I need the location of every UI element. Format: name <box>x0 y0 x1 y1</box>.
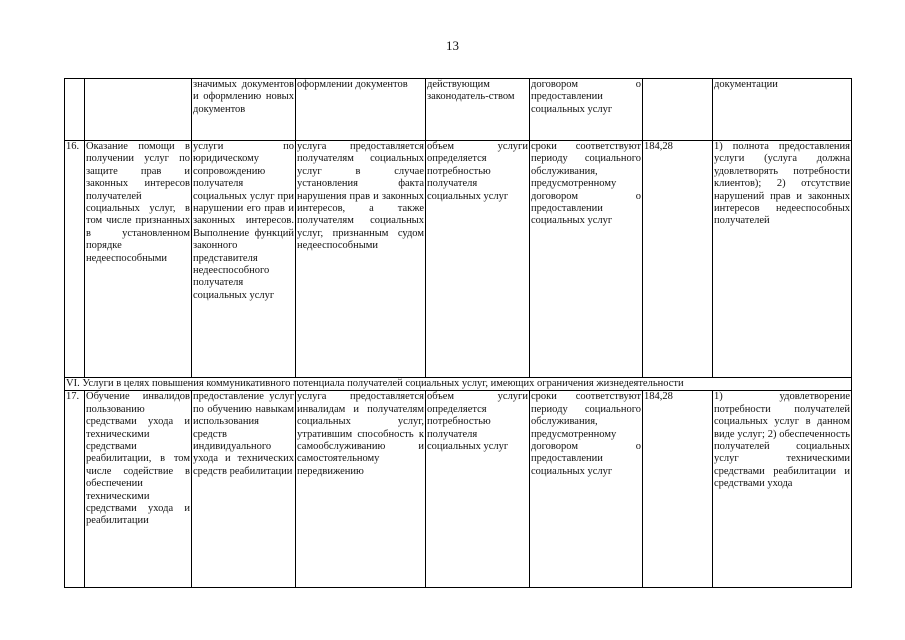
quality-indicators-cell: документации <box>713 79 852 141</box>
quality-indicators-cell: 1) удовлетворение потребности получателей социальных услуг в данном виде услуг; 2) обеспеченность получателей социальных услуг техническими средствами реабилитации и средствами ухода <box>713 391 852 588</box>
service-description-cell: значимых документов и оформлению новых документов <box>192 79 296 141</box>
service-terms-cell: договором о предоставлении социальных услуг <box>530 79 643 141</box>
section-row <box>65 378 852 391</box>
service-volume-cell: действующим законодатель-ством <box>426 79 530 141</box>
service-description-cell: предоставление услуг по обучению навыкам использования средств индивидуального ухода и технических средств реабилитации <box>192 391 296 588</box>
service-conditions-cell: услуга предоставляется инвалидам и получателям социальных услуг, утратившим способность к самообслуживанию и самостоятельному передвижению <box>296 391 426 588</box>
service-conditions-cell: услуга предоставляется получателям социальных услуг в случае установления факта нарушения прав и законных интересов, а также получателям социальных услуг, признанным судом недееспособными <box>296 141 426 378</box>
table-row <box>65 391 852 588</box>
page-number: 13 <box>446 38 459 53</box>
service-terms-cell: сроки соответствуют периоду социального обслуживания, предусмотренному договором о предоставлении социальных услуг <box>530 141 643 378</box>
service-name-cell: Обучение инвалидов пользованию средствами ухода и техническими средствами реабилитации, в том числе содействие в обеспечении техническими средствами ухода и реабилитации <box>85 391 192 588</box>
service-name-cell: Оказание помощи в получении услуг по защите прав и законных интересов получателей социальных услуг, в том числе признанных в установленном порядке недееспособными <box>85 141 192 378</box>
service-volume-cell: объем услуги определяется потребностью получателя социальных услуг <box>426 141 530 378</box>
services-table <box>64 78 852 588</box>
row-number: 16. <box>65 141 85 378</box>
table-row <box>65 141 852 378</box>
service-name-cell <box>85 79 192 141</box>
service-price-cell <box>643 79 713 141</box>
service-terms-cell: сроки соответствуют периоду социального обслуживания, предусмотренному договором о предоставлении социальных услуг <box>530 391 643 588</box>
quality-indicators-cell: 1) полнота предоставления услуги (услуга должна удовлетворять потребности клиентов); 2) отсутствие нарушений прав и законных интересов недееспособных получателей <box>713 141 852 378</box>
row-number <box>65 79 85 141</box>
service-price-cell: 184,28 <box>643 141 713 378</box>
service-price-cell: 184,28 <box>643 391 713 588</box>
service-conditions-cell: оформлении документов <box>296 79 426 141</box>
service-volume-cell: объем услуги определяется потребностью получателя социальных услуг <box>426 391 530 588</box>
section-heading: VI. Услуги в целях повышения коммуникативного потенциала получателей социальных услуг, имеющих ограничения жизнедеятельности <box>65 378 852 391</box>
service-description-cell: услуги по юридическому сопровождению получателя социальных услуг при нарушении его прав и законных интересов. Выполнение функций законного представителя недееспособного получателя социальных услуг <box>192 141 296 378</box>
row-number: 17. <box>65 391 85 588</box>
table-row <box>65 79 852 141</box>
